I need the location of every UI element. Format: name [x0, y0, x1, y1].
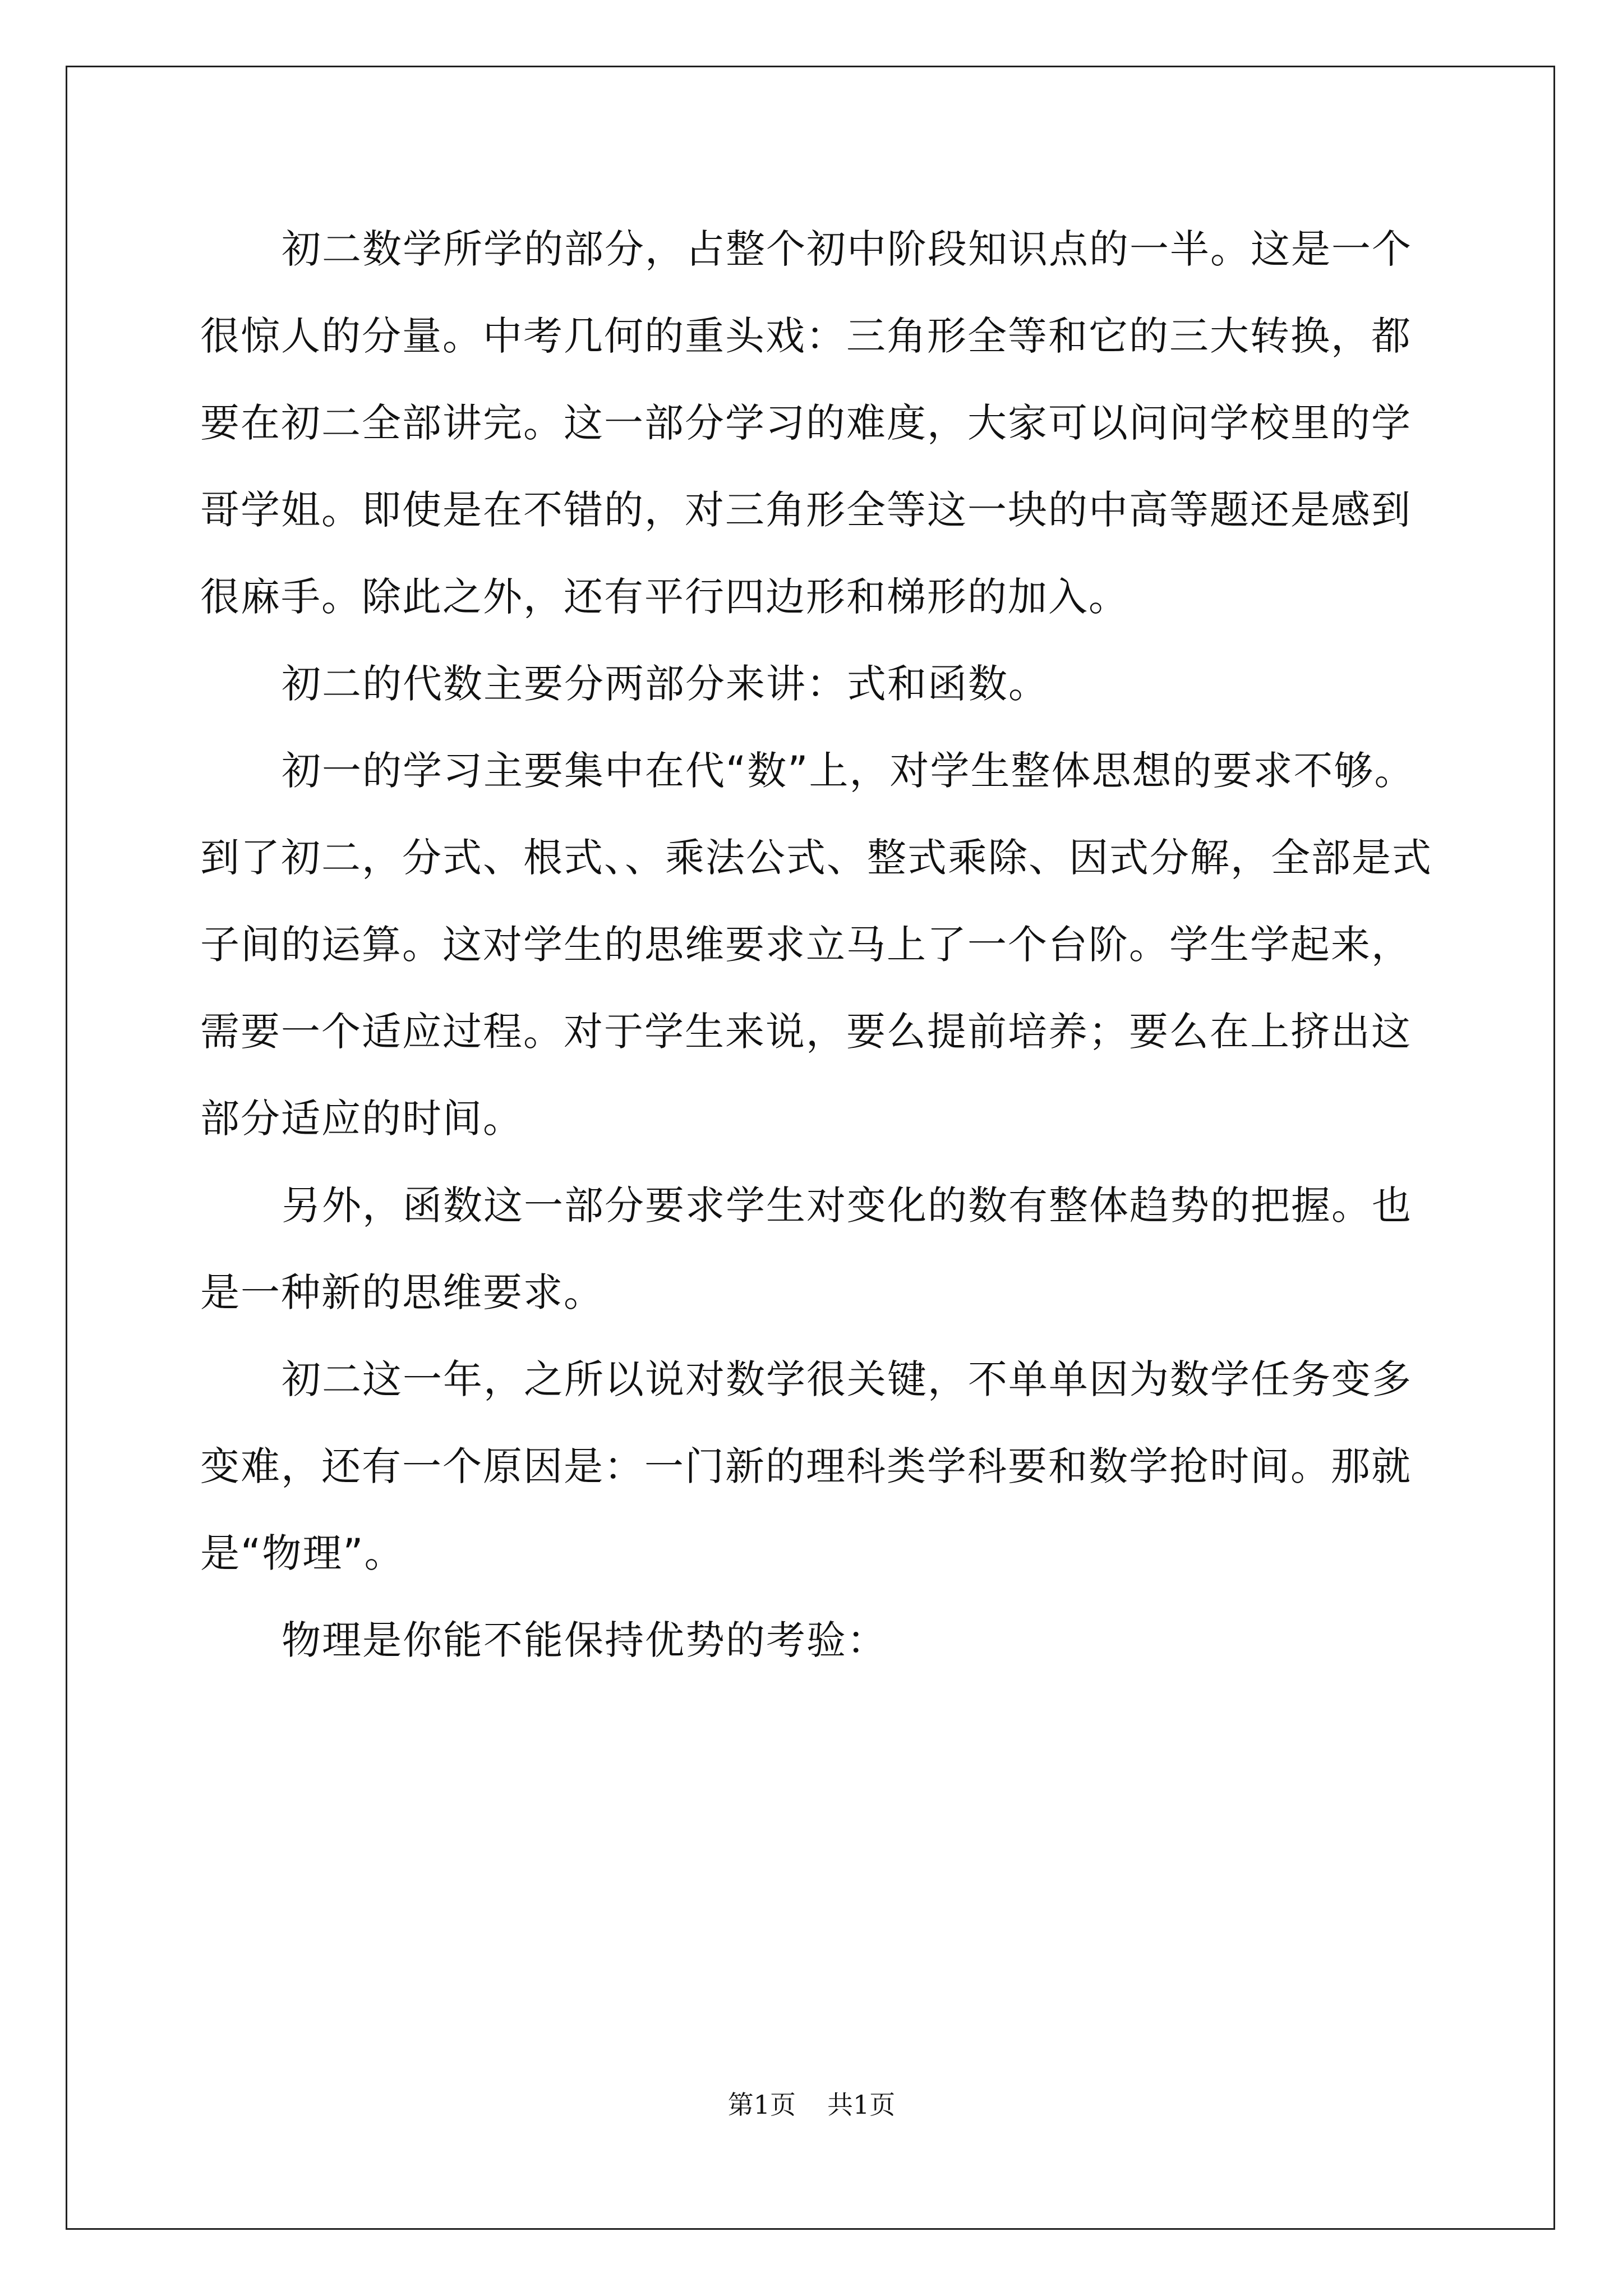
text-line: 是“物理”。	[200, 1530, 405, 1576]
text-line: 部分适应的时间。	[200, 1096, 523, 1142]
total-pages-label: 共1页	[827, 2090, 896, 2120]
text-line: 初一的学习主要集中在代“数”上，对学生整体思想的要求不够。	[282, 748, 1415, 794]
text-line: 初二这一年，之所以说对数学很关键，不单单因为数学任务变多	[282, 1356, 1412, 1402]
text-line: 物理是你能不能保持优势的考验：	[282, 1617, 887, 1663]
text-line: 初二数学所学的部分，占整个初中阶段知识点的一半。这是一个	[282, 226, 1412, 272]
text-line: 很麻手。除此之外，还有平行四边形和梯形的加入。	[200, 574, 1129, 620]
text-line: 初二的代数主要分两部分来讲：式和函数。	[282, 661, 1049, 707]
current-page-label: 第1页	[727, 2090, 796, 2120]
text-line: 哥学姐。即使是在不错的，对三角形全等这一块的中高等题还是感到	[200, 487, 1412, 533]
page-footer	[0, 2088, 1623, 2122]
document-body	[200, 206, 1432, 1684]
text-line: 到了初二，分式、根式、、乘法公式、整式乘除、因式分解，全部是式	[200, 835, 1432, 881]
text-line: 子间的运算。这对学生的思维要求立马上了一个台阶。学生学起来，	[200, 922, 1412, 968]
text-line: 很惊人的分量。中考几何的重头戏：三角形全等和它的三大转换，都	[200, 313, 1412, 359]
text-line: 是一种新的思维要求。	[200, 1269, 604, 1315]
text-line: 另外，函数这一部分要求学生对变化的数有整体趋势的把握。也	[282, 1182, 1412, 1228]
text-line: 需要一个适应过程。对于学生来说，要么提前培养；要么在上挤出这	[200, 1009, 1412, 1055]
text-line: 要在初二全部讲完。这一部分学习的难度，大家可以问问学校里的学	[200, 400, 1412, 446]
text-line: 变难，还有一个原因是：一门新的理科类学科要和数学抢时间。那就	[200, 1443, 1412, 1489]
